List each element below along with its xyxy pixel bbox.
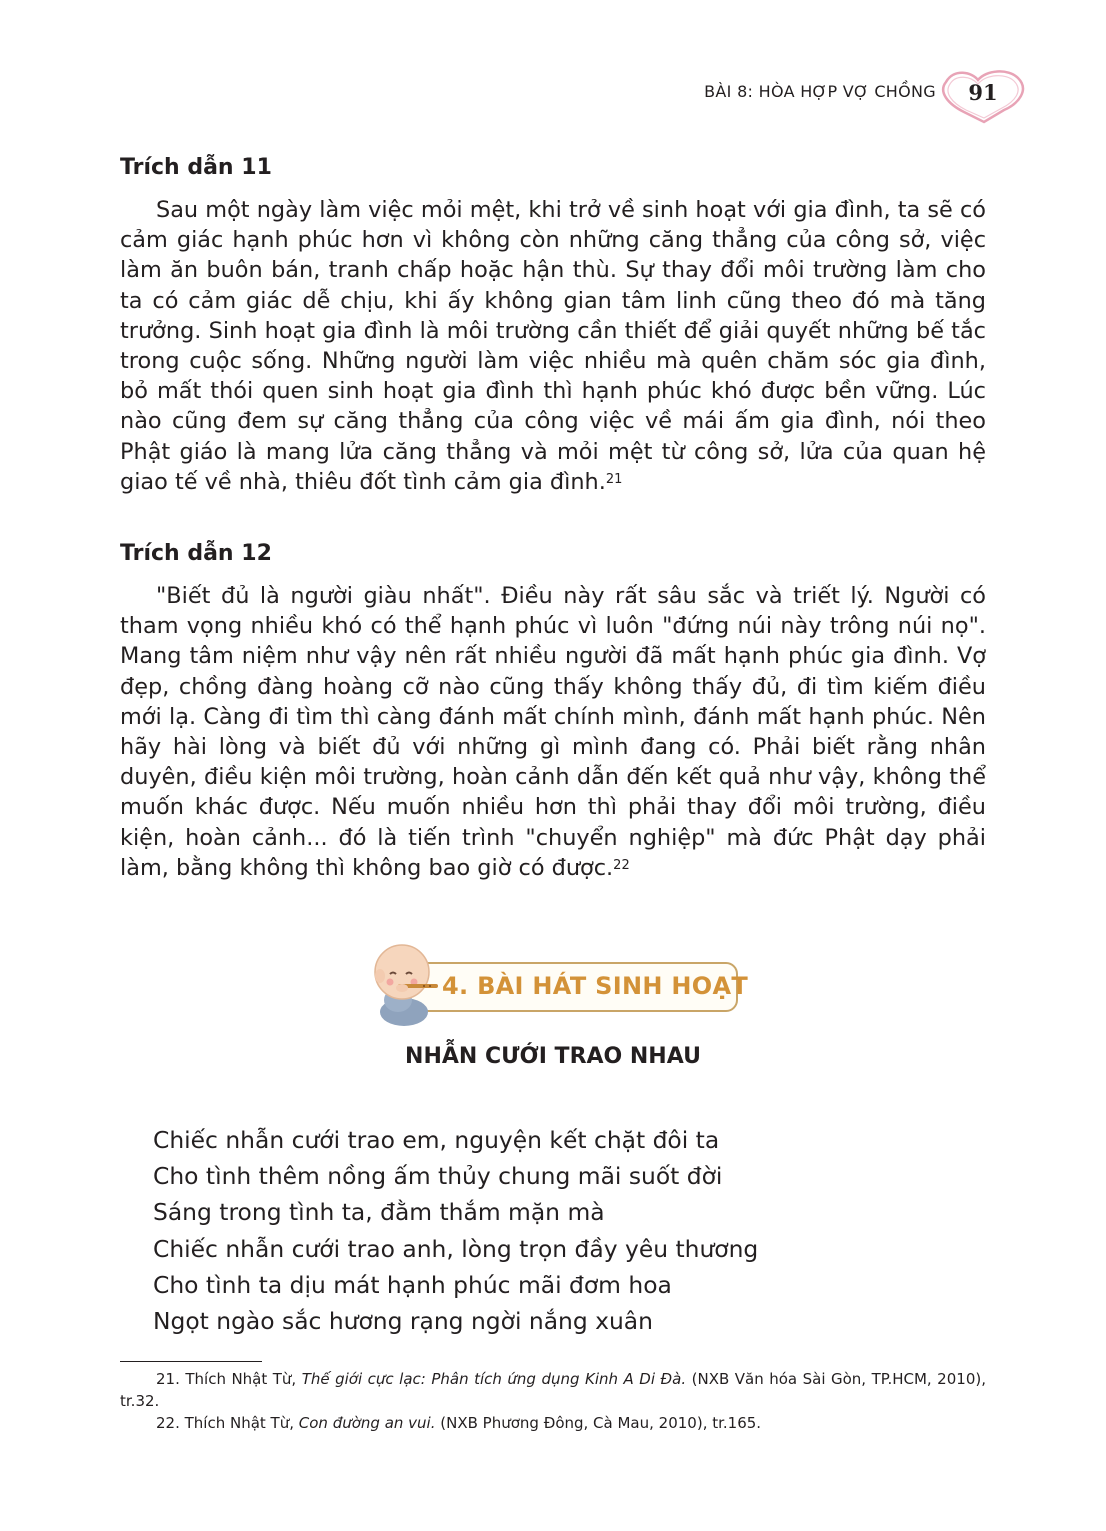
quote-paragraph-11 bbox=[120, 195, 986, 497]
footnote-22 bbox=[120, 1412, 986, 1434]
page-number: 91 bbox=[968, 80, 998, 105]
footnote-source-title: Con đường an vui. bbox=[298, 1414, 436, 1432]
lyric-line: Ngọt ngào sắc hương rạng ngời nắng xuân bbox=[153, 1307, 653, 1336]
footnote-ref-22[interactable]: 22 bbox=[613, 857, 630, 873]
footnote-prefix: 22. Thích Nhật Từ, bbox=[156, 1414, 299, 1432]
song-lyrics bbox=[153, 1122, 758, 1339]
footnote-prefix: 21. Thích Nhật Từ, bbox=[156, 1370, 302, 1388]
quote-paragraph-12 bbox=[120, 581, 986, 883]
footnote-suffix: (NXB Phương Đông, Cà Mau, 2010), tr.165. bbox=[435, 1414, 762, 1432]
chapter-title: BÀI 8: HÒA HỢP VỢ CHỒNG bbox=[704, 82, 936, 101]
lyric-line: Cho tình ta dịu mát hạnh phúc mãi đơm hoa bbox=[153, 1270, 672, 1299]
song-title: NHẪN CƯỚI TRAO NHAU bbox=[405, 1044, 701, 1069]
footnotes bbox=[120, 1368, 986, 1434]
running-header bbox=[530, 70, 1030, 126]
footnote-divider bbox=[120, 1361, 262, 1362]
monk-flute-icon bbox=[368, 940, 444, 1030]
footnote-ref-21[interactable]: 21 bbox=[605, 471, 623, 487]
section-label: 4. BÀI HÁT SINH HOẠT bbox=[442, 972, 749, 1000]
footnote-suffix: (NXB Văn hóa Sài Gòn, TP.HCM, 2010), tr.32. bbox=[120, 1370, 986, 1410]
footnote-source-title: Thế giới cực lạc: Phân tích ứng dụng Kinh A Di Đà. bbox=[301, 1370, 687, 1388]
quote-text-12: "Biết đủ là người giàu nhất". Điều này rất sâu sắc và triết lý. Người có tham vọng nhiều khó có thể hạnh phúc vì luôn "đứng núi này trông núi nọ". Mang tâm niệm như vậy nên rất nhiều người đã mất hạnh phúc gia đình. Vợ đẹp, chồng đàng hoàng cỡ nào cũng thấy không thấy đủ, đi tìm kiếm điều mới lạ. Càng đi tìm thì càng đánh mất chính mình, đánh mất hạnh phúc. Nên hãy hài lòng và biết đủ với những gì mình đang có. Phải biết rằng nhân duyên, điều kiện môi trường, hoàn cảnh dẫn đến kết quả như vậy, không thể muốn khác được. Nếu muốn nhiều hơn thì phải thay đổi môi trường, điều kiện, hoàn cảnh... đó là tiến trình "chuyển nghiệp" mà đức Phật dạy phải làm, bằng không thì không bao giờ có được. bbox=[120, 583, 986, 881]
lyric-line: Cho tình thêm nồng ấm thủy chung mãi suốt đời bbox=[153, 1162, 723, 1191]
quote-heading-12: Trích dẫn 12 bbox=[120, 541, 272, 566]
lyric-line: Chiếc nhẫn cưới trao em, nguyện kết chặt đôi ta bbox=[153, 1126, 720, 1154]
quote-heading-11: Trích dẫn 11 bbox=[120, 155, 272, 180]
lyric-line: Chiếc nhẫn cưới trao anh, lòng trọn đầy yêu thương bbox=[153, 1234, 759, 1263]
section-banner bbox=[368, 940, 748, 1030]
lyric-line: Sáng trong tình ta, đằm thắm mặn mà bbox=[153, 1198, 605, 1227]
footnote-21 bbox=[120, 1368, 986, 1412]
quote-text-11: Sau một ngày làm việc mỏi mệt, khi trở về sinh hoạt với gia đình, ta sẽ có cảm giác hạnh phúc hơn vì không còn những căng thẳng của công sở, việc làm ăn buôn bán, tranh chấp hoặc hận thù. Sự thay đổi môi trường làm cho ta có cảm giác dễ chịu, khi ấy không gian tâm linh cũng theo đó mà tăng trưởng. Sinh hoạt gia đình là môi trường cần thiết để giải quyết những bế tắc trong cuộc sống. Những người làm việc nhiều mà quên chăm sóc gia đình, bỏ mất thói quen sinh hoạt gia đình thì hạnh phúc khó được bền vững. Lúc nào cũng đem sự căng thẳng của công việc về mái ấm gia đình, nói theo Phật giáo là mang lửa căng thẳng và mỏi mệt từ công sở, lửa của quan hệ giao tế về nhà, thiêu đốt tình cảm gia đình. bbox=[120, 197, 986, 495]
